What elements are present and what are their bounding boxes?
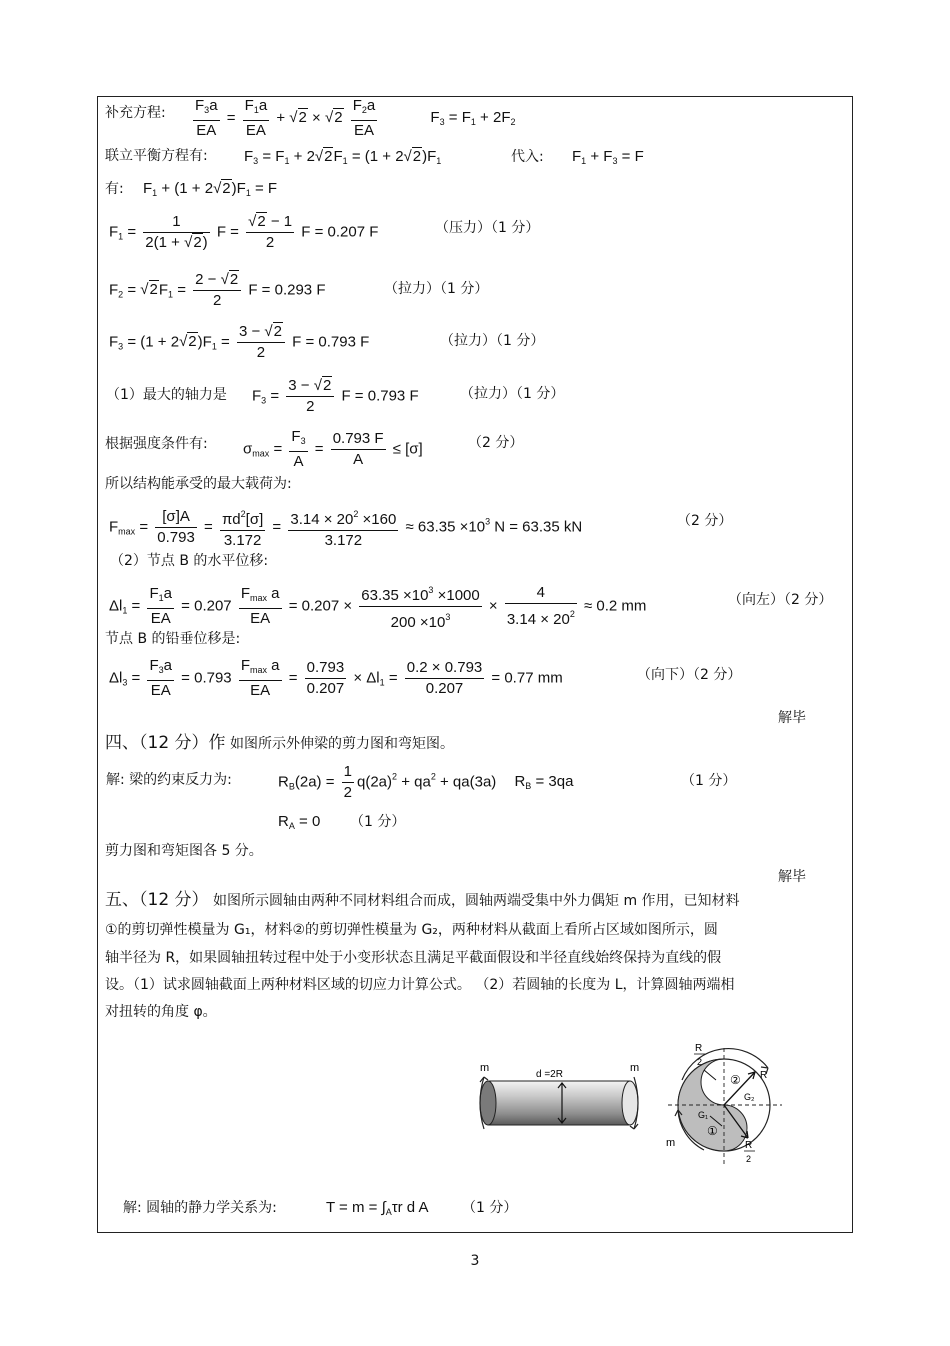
strength-note: （2 分）: [468, 435, 524, 451]
static-relation-equation: $T = m = \int_A\tau r$ d A: [326, 1199, 429, 1217]
q4-text: 如图所示外伸梁的剪力图和弯矩图。: [230, 736, 454, 752]
fmax-equation: $F_{max}$ = $\frac{[\sigma]A}{0.793}$ = $\frac{\pi d^2[\sigma]}{3.172}$ = $\frac{3.14 \times 20^2 \times 160}{3.172}$ ≈ $63.35 \times 10^3$ N = 63.35 kN: [109, 504, 582, 551]
rb-equation: $R_B(2a)$ = $\frac{1}{2}$ $q(2a)^2 + qa^2 + qa(3a) R_B = 3qa$: [278, 763, 574, 801]
half-bottom-label: 2: [746, 1154, 752, 1164]
supplement-equation: $\frac{F_3a}{EA}$ = $\frac{F_1a}{EA}$ + √2 × √2 $\frac{F_2a}{EA}$ $F_3 = F_1 + 2F_2$: [195, 97, 516, 139]
q4-draw-note: 剪力图和弯矩图各 5 分。: [105, 843, 263, 859]
strength-equation: $\sigma_{max}$ = $\frac{F_3}{A}$ = $\frac{0.793 F}{A}$ ≤ [σ]: [243, 428, 423, 470]
supplement-eq-label: 补充方程:: [105, 105, 166, 121]
max-load-label: 所以结构能承受的最大载荷为:: [105, 476, 292, 492]
q4-solution-label: 解: 梁的约束反力为:: [106, 772, 232, 788]
q5-line-1: [105, 891, 740, 910]
q5-title: 五、（12 分）: [105, 890, 209, 910]
strength-label: 根据强度条件有:: [105, 436, 208, 452]
max-axial-label: （1）最大的轴力是: [106, 387, 227, 403]
q4-title: 四、（12 分）作: [105, 733, 226, 753]
combined-equation: $F_1 + (1 + 2√2)F_1 = F$: [143, 180, 278, 198]
cross-section-figure: [660, 1040, 790, 1170]
substitute-label: 代入:: [511, 149, 544, 165]
page-number: 3: [470, 1253, 480, 1269]
ra-equation: $R_A = 0$: [278, 813, 321, 831]
material-2-label: ②: [730, 1073, 741, 1087]
f3-note: （拉力）（1 分）: [440, 333, 545, 349]
material-1-label: ①: [707, 1124, 718, 1138]
m-left-label: m: [480, 1062, 490, 1074]
shaft-figure: [470, 1055, 650, 1135]
q5-text-1: 如图所示圆轴由两种不同材料组合而成，圆轴两端受集中外力偶矩 m 作用，已知材料: [213, 893, 740, 909]
f2-note: （拉力）（1 分）: [384, 281, 489, 297]
simultaneous-label: 联立平衡方程有:: [105, 148, 208, 164]
diameter-label: d =2R: [536, 1069, 563, 1080]
q5-solution-label: 解: 圆轴的静力学关系为:: [123, 1200, 277, 1216]
node-vertical-label: 节点 B 的铅垂位移是:: [105, 631, 241, 647]
max-axial-equation: $F_3$ = $\frac{3 - √2}{2}$ F = 0.793 F: [252, 377, 419, 415]
ra-note: （1 分）: [350, 814, 406, 830]
r-bottom-label: R: [745, 1140, 753, 1151]
m-right-label: m: [630, 1062, 640, 1074]
q5-solution-note: （1 分）: [462, 1200, 518, 1216]
q4-heading: [105, 734, 454, 753]
f3-equation: $F_3 = (1 + 2√2)F_1$ = $\frac{3 - √2}{2}$ F = 0.793 F: [109, 323, 370, 361]
dl1-note: （向左）（2 分）: [728, 592, 833, 608]
q5-line-4: 设。（1）试求圆轴截面上两种材料区域的切应力计算公式。 （2）若圆轴的长度为 L，计算圆轴两端相: [105, 977, 735, 993]
m-bottom-label: m: [666, 1137, 676, 1149]
shaft-left-end: [480, 1081, 496, 1125]
f2-equation: $F_2 = √2F_1$ = $\frac{2 - √2}{2}$ F = 0.293 F: [109, 271, 326, 309]
f1-equation: $F_1$ = $\frac{1}{2(1 + √2)}$ F = $\frac{√2 - 1}{2}$ F = 0.207 F: [109, 213, 379, 251]
q5-line-5: 对扭转的角度 φ。: [105, 1004, 217, 1020]
q5-line-3: 轴半径为 R，如果圆轴扭转过程中处于小变形状态且满足平截面假设和半径直线始终保持为直线的假: [105, 950, 722, 966]
f1-note: （压力）（1 分）: [435, 220, 540, 236]
r-top-label: R: [695, 1043, 703, 1054]
q5-line-2: ①的剪切弹性模量为 G₁，材料②的剪切弹性模量为 G₂，两种材料从截面上看所占区域如图所示，圆: [105, 922, 718, 938]
done-2: 解毕: [778, 869, 806, 885]
dl3-note: （向下）（2 分）: [637, 667, 742, 683]
equilibrium-equation: $F_1 + F_3 = F$: [572, 148, 644, 166]
shaft-right-end: [622, 1081, 638, 1125]
g2-label: G₂: [744, 1092, 755, 1102]
have-label: 有:: [105, 181, 124, 197]
dl3-equation: $\Delta l_3$ = $\frac{F_3a}{EA}$ = 0.793 $F_{max}$ a EA = $\frac{0.793}{0.207}$ × $\Delta l_1$ = $\frac{0.2 \times 0.793}{0.207}$ = 0.77 mm: [109, 657, 563, 699]
done-1: 解毕: [778, 710, 806, 726]
r-right-label: R: [760, 1070, 768, 1081]
max-axial-note: （拉力）（1 分）: [460, 386, 565, 402]
half-top-label: 2: [697, 1057, 703, 1067]
g1-label: G₁: [698, 1110, 709, 1120]
fmax-note: （2 分）: [677, 513, 733, 529]
node-horizontal-label: （2）节点 B 的水平位移:: [110, 553, 269, 569]
rb-note: （1 分）: [681, 773, 737, 789]
simultaneous-equation: $F_3 = F_1 + 2√2F_1 = (1 + 2√2)F_1$: [244, 148, 442, 166]
dl1-equation: $\Delta l_1$ = $\frac{F_1a}{EA}$ = 0.207 $F_{max}$ a EA = 0.207 × $\frac{63.35 \times 10^3 \times 1000}{200 \times 10^3}$ × $\frac{4}{3.14 \times 20^2}$ ≈ 0.2 mm: [109, 580, 646, 633]
